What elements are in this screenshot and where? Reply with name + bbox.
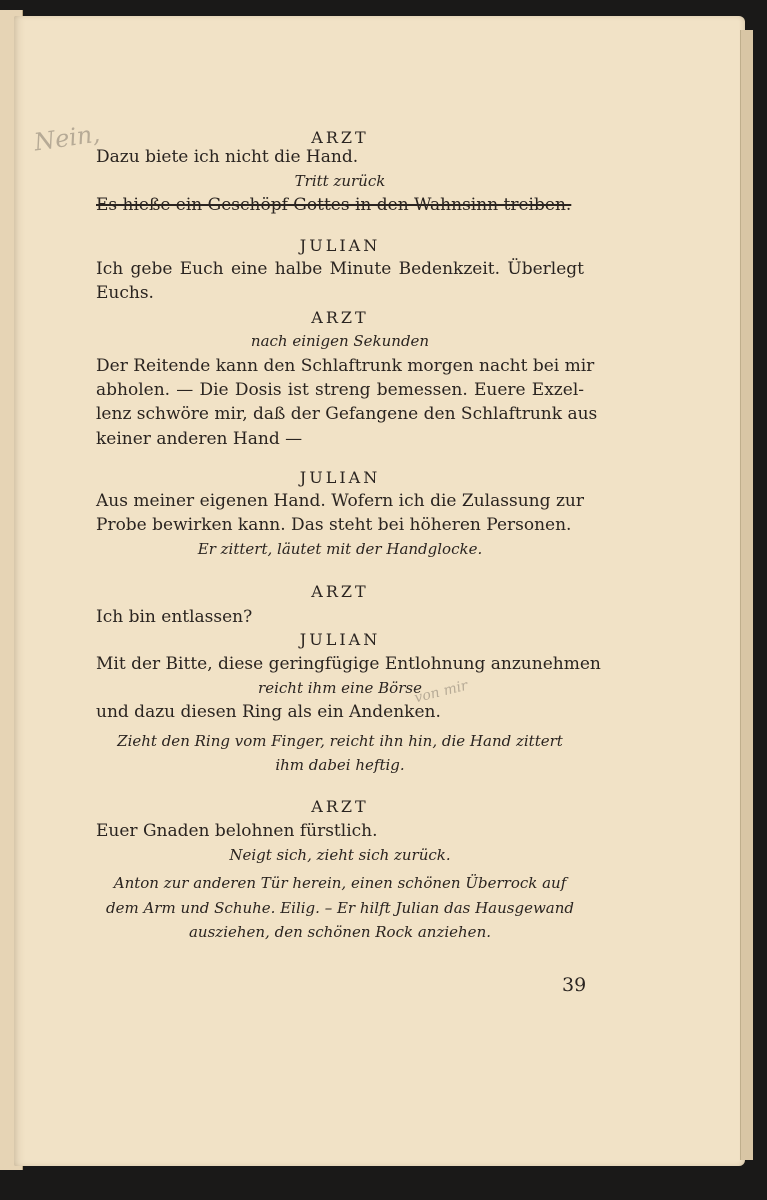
speaker-heading: ARZT: [311, 308, 369, 327]
stage-direction: nach einigen Sekunden: [250, 332, 430, 350]
stage-direction: ihm dabei heftig.: [275, 756, 405, 774]
dialogue-line: Ich bin entlassen?: [96, 607, 253, 627]
dialogue-line: Euchs.: [96, 283, 154, 303]
speaker-heading: ARZT: [311, 128, 369, 147]
dialogue-line: Euer Gnaden belohnen fürstlich.: [96, 821, 378, 841]
stage-direction: dem Arm und Schuhe. Eilig. – Er hilft Julian das Hausgewand: [105, 899, 575, 917]
dialogue-line: Dazu biete ich nicht die Hand.: [96, 147, 359, 167]
speaker-heading: JULIAN: [299, 236, 381, 255]
dialogue-line: Mit der Bitte, diese geringfügige Entlohnung anzunehmen: [96, 654, 601, 674]
dialogue-line: und dazu diesen Ring als ein Andenken.: [96, 702, 441, 722]
dialogue-line-struck: Es hieße ein Geschöpf Gottes in den Wahnsinn treiben.: [96, 195, 572, 215]
stage-direction: reicht ihm eine Börse: [258, 679, 422, 697]
pencil-interline-note: von mir: [412, 677, 470, 707]
stage-direction: Tritt zurück: [294, 172, 386, 190]
dialogue-line: Ich gebe Euch eine halbe Minute Bedenkzeit. Überlegt: [96, 259, 584, 279]
speaker-heading: JULIAN: [299, 630, 381, 649]
speaker-heading: JULIAN: [299, 468, 381, 487]
pencil-margin-note: Nein,: [32, 119, 102, 157]
stage-direction: Neigt sich, zieht sich zurück.: [229, 846, 451, 864]
dialogue-line: Aus meiner eigenen Hand. Wofern ich die Zulassung zur: [96, 491, 584, 511]
stage-direction: Zieht den Ring vom Finger, reicht ihn hin, die Hand zittert: [117, 732, 563, 750]
dialogue-line: Der Reitende kann den Schlaftrunk morgen nacht bei mir: [96, 356, 595, 376]
speaker-heading: ARZT: [311, 582, 369, 601]
speaker-heading: ARZT: [311, 797, 369, 816]
book-right-edge: [740, 30, 753, 1160]
stage-direction: Er zittert, läutet mit der Handglocke.: [197, 540, 483, 558]
stage-direction: Anton zur anderen Tür herein, einen schönen Überrock auf: [113, 874, 567, 892]
dialogue-line: lenz schwöre mir, daß der Gefangene den Schlaftrunk aus: [96, 404, 598, 424]
page-number: 39: [562, 974, 587, 996]
book-page: [14, 16, 745, 1166]
dialogue-line: Probe bewirken kann. Das steht bei höheren Personen.: [96, 515, 572, 535]
dialogue-line: keiner anderen Hand —: [96, 429, 303, 449]
dialogue-line: abholen. — Die Dosis ist streng bemessen. Euere Exzel-: [96, 380, 584, 400]
stage-direction: ausziehen, den schönen Rock anziehen.: [188, 923, 491, 941]
